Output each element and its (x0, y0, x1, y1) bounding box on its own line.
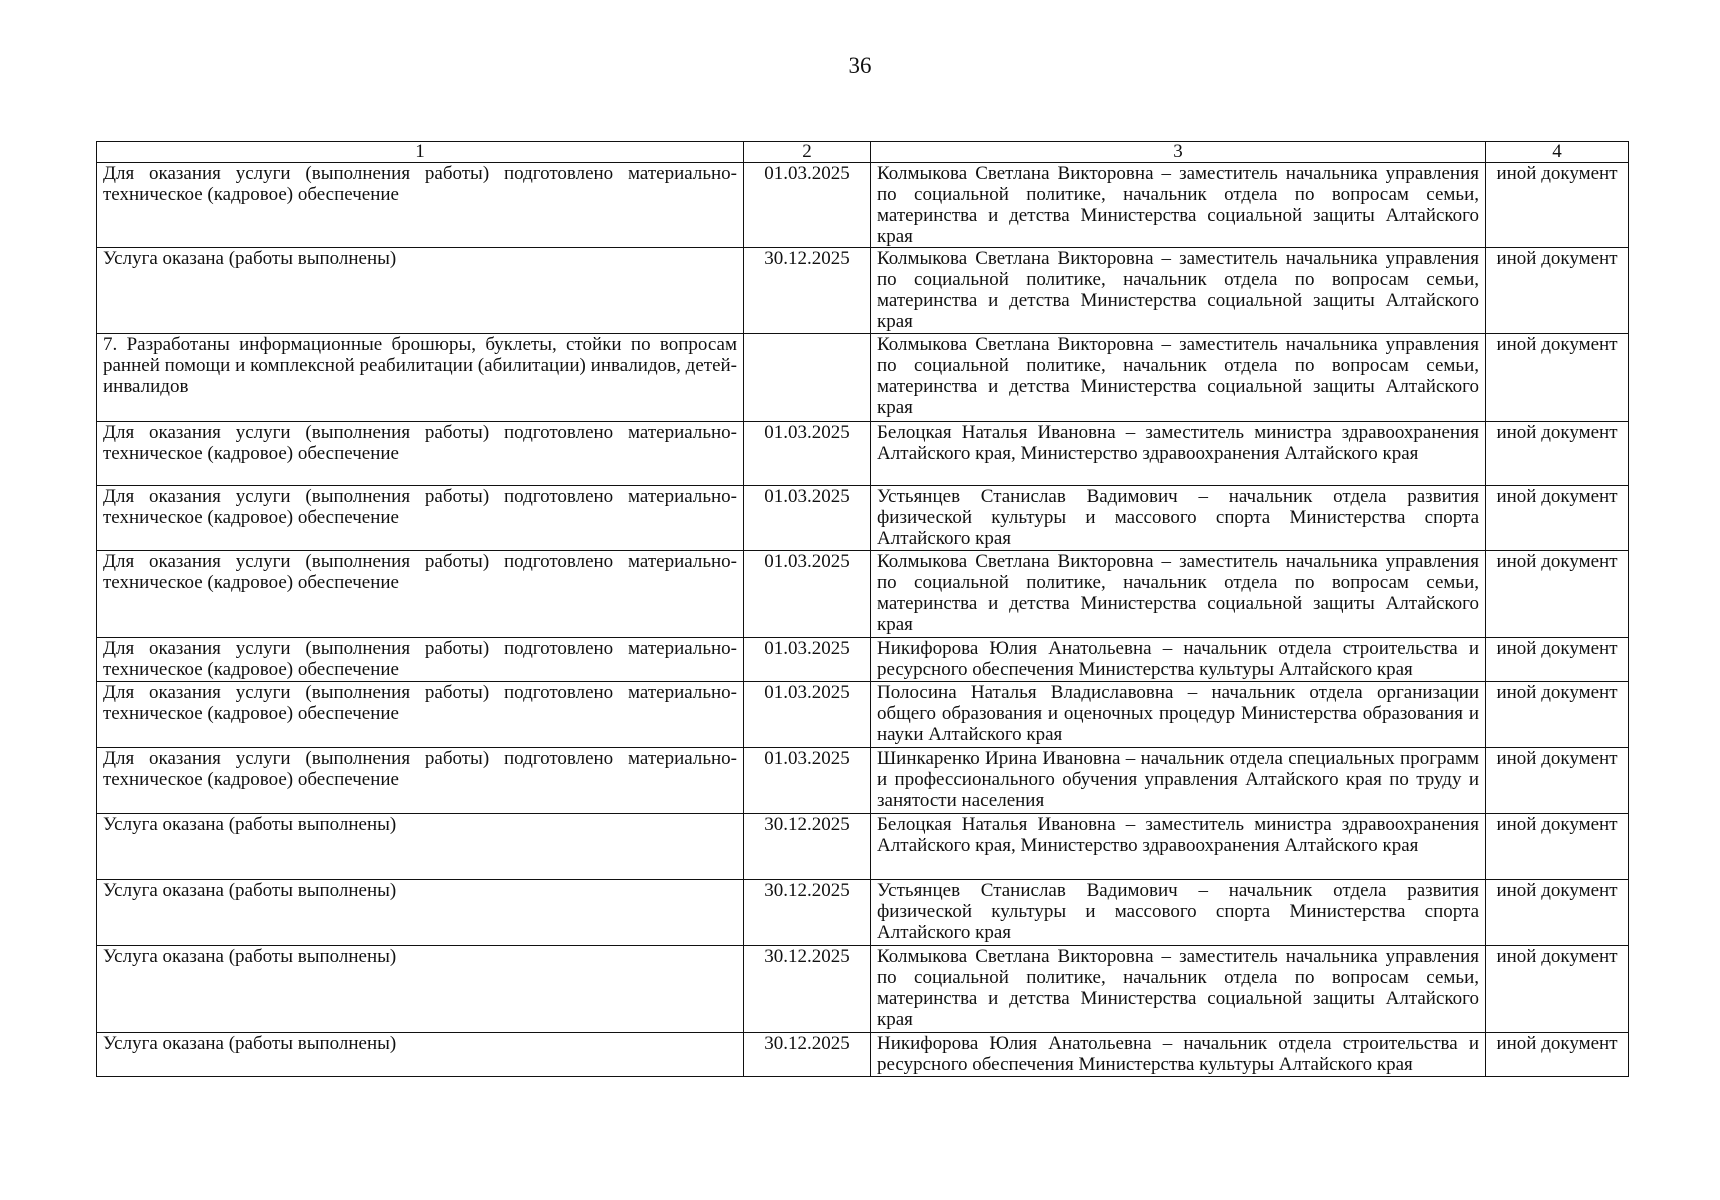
table-row (97, 334, 1629, 422)
date-cell: 01.03.2025 (744, 748, 871, 814)
event-cell: Услуга оказана (работы выполнены) (97, 946, 744, 1033)
date-cell: 01.03.2025 (744, 638, 871, 682)
responsible-cell: Колмыкова Светлана Викторовна – заместитель начальника управления по социальной политике, начальник отдела по вопросам семьи, материнства и детства Министерства социальной защиты Алтайского края (871, 551, 1486, 638)
document-type-cell: иной документ (1486, 814, 1629, 880)
event-cell: Услуга оказана (работы выполнены) (97, 248, 744, 334)
page-number: 36 (848, 53, 872, 78)
date-cell (744, 334, 871, 422)
document-type-cell: иной документ (1486, 1033, 1629, 1077)
responsible-cell: Устьянцев Станислав Вадимович – начальник отдела развития физической культуры и массового спорта Министерства спорта Алтайского края (871, 486, 1486, 551)
table-header-row (97, 142, 1629, 163)
document-type-cell: иной документ (1486, 163, 1629, 248)
date-cell: 01.03.2025 (744, 682, 871, 748)
document-type-cell: иной документ (1486, 880, 1629, 946)
table-row (97, 248, 1629, 334)
date-cell: 01.03.2025 (744, 551, 871, 638)
responsible-cell: Белоцкая Наталья Ивановна – заместитель министра здравоохранения Алтайского края, Министерство здравоохранения Алтайского края (871, 814, 1486, 880)
document-type-cell: иной документ (1486, 551, 1629, 638)
table-row (97, 638, 1629, 682)
date-cell: 30.12.2025 (744, 248, 871, 334)
event-cell: Для оказания услуги (выполнения работы) подготовлено материально-техническое (кадровое) обеспечение (97, 551, 744, 638)
event-cell: Для оказания услуги (выполнения работы) подготовлено материально-техническое (кадровое) обеспечение (97, 422, 744, 486)
responsible-cell: Колмыкова Светлана Викторовна – заместитель начальника управления по социальной политике, начальник отдела по вопросам семьи, материнства и детства Министерства социальной защиты Алтайского края (871, 946, 1486, 1033)
table-row (97, 748, 1629, 814)
responsible-cell: Устьянцев Станислав Вадимович – начальник отдела развития физической культуры и массового спорта Министерства спорта Алтайского края (871, 880, 1486, 946)
event-cell: Для оказания услуги (выполнения работы) подготовлено материально-техническое (кадровое) обеспечение (97, 748, 744, 814)
document-type-cell: иной документ (1486, 946, 1629, 1033)
date-cell: 01.03.2025 (744, 163, 871, 248)
event-cell: Для оказания услуги (выполнения работы) подготовлено материально-техническое (кадровое) обеспечение (97, 682, 744, 748)
column-header: 3 (871, 142, 1486, 163)
table-row (97, 551, 1629, 638)
table-row (97, 422, 1629, 486)
document-type-cell: иной документ (1486, 486, 1629, 551)
column-header: 4 (1486, 142, 1629, 163)
column-header: 1 (97, 142, 744, 163)
event-cell: Для оказания услуги (выполнения работы) подготовлено материально-техническое (кадровое) обеспечение (97, 486, 744, 551)
table-row (97, 682, 1629, 748)
date-cell: 01.03.2025 (744, 422, 871, 486)
event-cell: Услуга оказана (работы выполнены) (97, 880, 744, 946)
date-cell: 30.12.2025 (744, 814, 871, 880)
date-cell: 30.12.2025 (744, 880, 871, 946)
table-row (97, 814, 1629, 880)
document-type-cell: иной документ (1486, 638, 1629, 682)
date-cell: 30.12.2025 (744, 946, 871, 1033)
event-cell: Для оказания услуги (выполнения работы) подготовлено материально-техническое (кадровое) обеспечение (97, 163, 744, 248)
document-type-cell: иной документ (1486, 422, 1629, 486)
table-row (97, 880, 1629, 946)
document-type-cell: иной документ (1486, 748, 1629, 814)
event-cell: Для оказания услуги (выполнения работы) подготовлено материально-техническое (кадровое) обеспечение (97, 638, 744, 682)
event-cell: Услуга оказана (работы выполнены) (97, 814, 744, 880)
responsible-cell: Никифорова Юлия Анатольевна – начальник отдела строительства и ресурсного обеспечения Министерства культуры Алтайского края (871, 1033, 1486, 1077)
responsible-cell: Белоцкая Наталья Ивановна – заместитель министра здравоохранения Алтайского края, Министерство здравоохранения Алтайского края (871, 422, 1486, 486)
column-header: 2 (744, 142, 871, 163)
table-row (97, 1033, 1629, 1077)
date-cell: 30.12.2025 (744, 1033, 871, 1077)
document-type-cell: иной документ (1486, 248, 1629, 334)
event-cell: 7. Разработаны информационные брошюры, буклеты, стойки по вопросам ранней помощи и комплексной реабилитации (абилитации) инвалидов, детей-инвалидов (97, 334, 744, 422)
responsible-cell: Полосина Наталья Владиславовна – начальник отдела организации общего образования и оценочных процедур Министерства образования и науки Алтайского края (871, 682, 1486, 748)
responsible-cell: Колмыкова Светлана Викторовна – заместитель начальника управления по социальной политике, начальник отдела по вопросам семьи, материнства и детства Министерства социальной защиты Алтайского края (871, 248, 1486, 334)
table-body (97, 163, 1629, 1077)
responsible-cell: Колмыкова Светлана Викторовна – заместитель начальника управления по социальной политике, начальник отдела по вопросам семьи, материнства и детства Министерства социальной защиты Алтайского края (871, 334, 1486, 422)
date-cell: 01.03.2025 (744, 486, 871, 551)
table-row (97, 163, 1629, 248)
responsible-cell: Никифорова Юлия Анатольевна – начальник отдела строительства и ресурсного обеспечения Министерства культуры Алтайского края (871, 638, 1486, 682)
table-row (97, 486, 1629, 551)
document-table (96, 141, 1629, 1077)
responsible-cell: Колмыкова Светлана Викторовна – заместитель начальника управления по социальной политике, начальник отдела по вопросам семьи, материнства и детства Министерства социальной защиты Алтайского края (871, 163, 1486, 248)
document-type-cell: иной документ (1486, 682, 1629, 748)
responsible-cell: Шинкаренко Ирина Ивановна – начальник отдела специальных программ и профессионального обучения управления Алтайского края по труду и занятости населения (871, 748, 1486, 814)
document-type-cell: иной документ (1486, 334, 1629, 422)
event-cell: Услуга оказана (работы выполнены) (97, 1033, 744, 1077)
table-row (97, 946, 1629, 1033)
